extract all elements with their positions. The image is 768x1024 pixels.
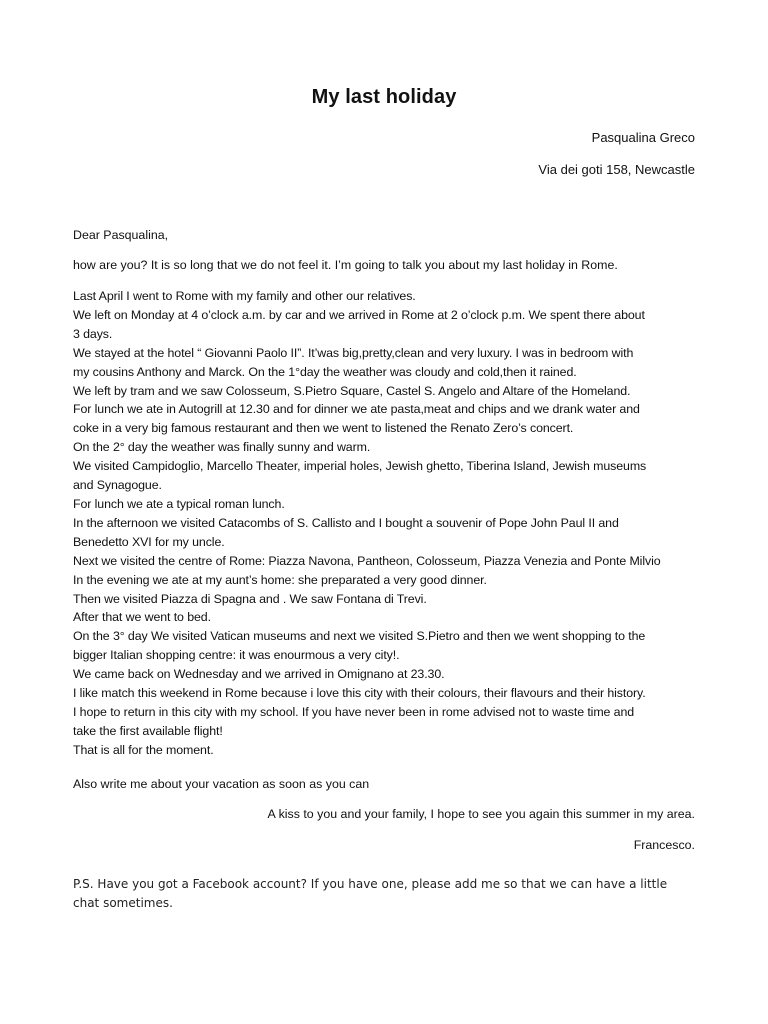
body-line: On the 3° day We visited Vatican museums and next we visited S.Pietro and then we went shopping to the [73,629,646,644]
sender-name: Pasqualina Greco [591,130,695,145]
body-line: Benedetto XVI for my uncle. [73,534,225,549]
kiss-line: A kiss to you and your family, I hope to see you again this summer in my area. [267,807,695,821]
body-line: We left by tram and we saw Colosseum, S.Pietro Square, Castel S. Angelo and Altare of the Homeland. [73,383,631,398]
intro-paragraph: how are you? It is so long that we do not feel it. I’m going to talk you about my last holiday in Rome. [73,258,618,272]
ps-line: chat sometimes. [73,896,173,910]
body-line: For lunch we ate in Autogrill at 12.30 and for dinner we ate pasta,meat and chips and we drank water and [73,402,640,417]
body-line: We visited Campidoglio, Marcello Theater, imperial holes, Jewish ghetto, Tiberina Island, Jewish museums [73,459,647,474]
page-title: My last holiday [311,86,457,108]
ps-line: P.S. Have you got a Facebook account? If you have one, please add me so that we can have a little [73,877,668,891]
body-line: We left on Monday at 4 o’clock a.m. by car and we arrived in Rome at 2 o’clock p.m. We spent there about [73,307,645,322]
body-line: I like match this weekend in Rome because i love this city with their colours, their flavours and their history. [73,686,646,701]
body-line: In the evening we ate at my aunt’s home: she preparated a very good dinner. [73,572,487,587]
body-line: That is all for the moment. [73,742,214,757]
body-line: bigger Italian shopping centre: it was enourmous a very city!. [73,648,400,663]
body-line: In the afternoon we visited Catacombs of S. Callisto and I bought a souvenir of Pope John Paul II and [73,515,619,530]
body-line: Last April I went to Rome with my family and other our relatives. [73,289,416,303]
body-line: We came back on Wednesday and we arrived in Omignano at 23.30. [73,667,445,682]
body-line: coke in a very big famous restaurant and then we went to listened the Renato Zero’s concert. [73,421,574,436]
body-line: my cousins Anthony and Marck. On the 1°day the weather was cloudy and cold,then it rained. [73,364,577,379]
letter-body [73,287,698,760]
body-line: take the first available flight! [73,723,223,738]
salutation: Dear Pasqualina, [73,228,169,242]
body-line: On the 2° day the weather was finally sunny and warm. [73,440,371,455]
sender-address: Via dei goti 158, Newcastle [538,162,695,177]
closing-request: Also write me about your vacation as soon as you can [73,777,370,791]
body-line: Then we visited Piazza di Spagna and . We saw Fontana di Trevi. [73,591,427,606]
body-line: We stayed at the hotel “ Giovanni Paolo II”. It’was big,pretty,clean and very luxury. I was in bedroom with [73,345,634,360]
body-line: After that we went to bed. [73,610,211,625]
postscript [73,875,698,913]
signature: Francesco. [633,838,695,852]
body-line: Next we visited the centre of Rome: Piazza Navona, Pantheon, Colosseum, Piazza Venezia and Ponte Milvio [73,553,661,568]
body-line: 3 days. [73,326,113,341]
body-line: I hope to return in this city with my school. If you have never been in rome advised not to waste time and [73,704,635,719]
body-line: and Synagogue. [73,478,162,493]
body-line: For lunch we ate a typical roman lunch. [73,496,285,511]
